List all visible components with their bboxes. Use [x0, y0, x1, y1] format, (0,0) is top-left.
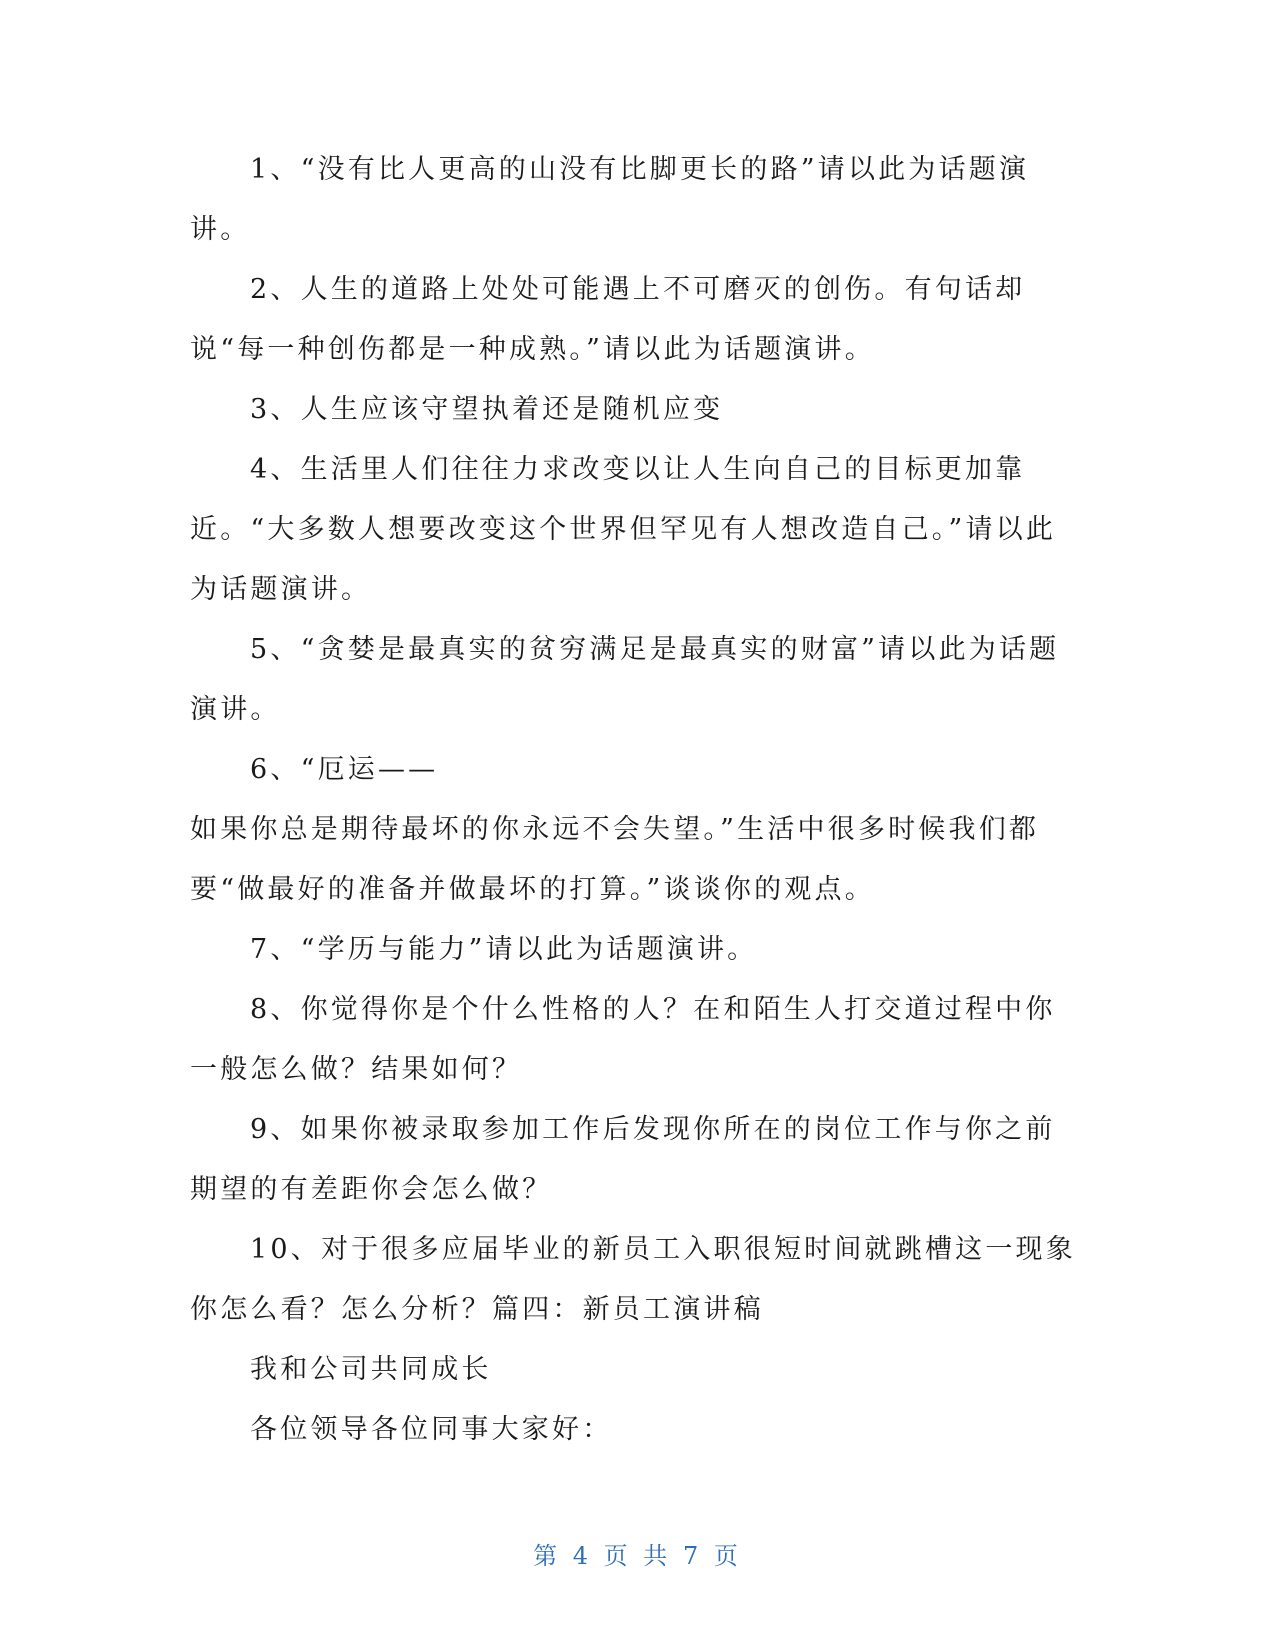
paragraph-2: 2、人生的道路上处处可能遇上不可磨灭的创伤。有句话却说“每一种创伤都是一种成熟。”请以此为话题演讲。	[190, 274, 1026, 365]
speech-greeting: 各位领导各位同事大家好：	[250, 1414, 613, 1445]
document-body	[190, 140, 1080, 1460]
page-number-footer: 第 4 页 共 7 页	[533, 1542, 742, 1570]
speech-title: 我和公司共同成长	[250, 1354, 492, 1385]
paragraph-9: 9、如果你被录取参加工作后发现你所在的岗位工作与你之前期望的有差距你会怎么做？	[190, 1114, 1056, 1205]
paragraph-7: 7、“学历与能力”请以此为话题演讲。	[250, 934, 758, 965]
paragraph-8: 8、你觉得你是个什么性格的人？在和陌生人打交道过程中你一般怎么做？结果如何？	[190, 994, 1056, 1085]
paragraph-5: 5、“贪婪是最真实的贫穷满足是最真实的财富”请以此为话题演讲。	[190, 634, 1060, 725]
paragraph-6: 6、“厄运——	[250, 754, 439, 785]
paragraph-3: 3、人生应该守望执着还是随机应变	[250, 394, 724, 425]
paragraph-10: 10、对于很多应届毕业的新员工入职很短时间就跳槽这一现象你怎么看？怎么分析？篇四：新员工演讲稿	[190, 1234, 1076, 1325]
paragraph-1: 1、“没有比人更高的山没有比脚更长的路”请以此为话题演讲。	[190, 154, 1030, 245]
paragraph-6-continued: 如果你总是期待最坏的你永远不会失望。”生活中很多时候我们都要“做最好的准备并做最坏的打算。”谈谈你的观点。	[190, 814, 1040, 905]
paragraph-4: 4、生活里人们往往力求改变以让人生向自己的目标更加靠近。“大多数人想要改变这个世界但罕见有人想改造自己。”请以此为话题演讲。	[190, 454, 1057, 605]
